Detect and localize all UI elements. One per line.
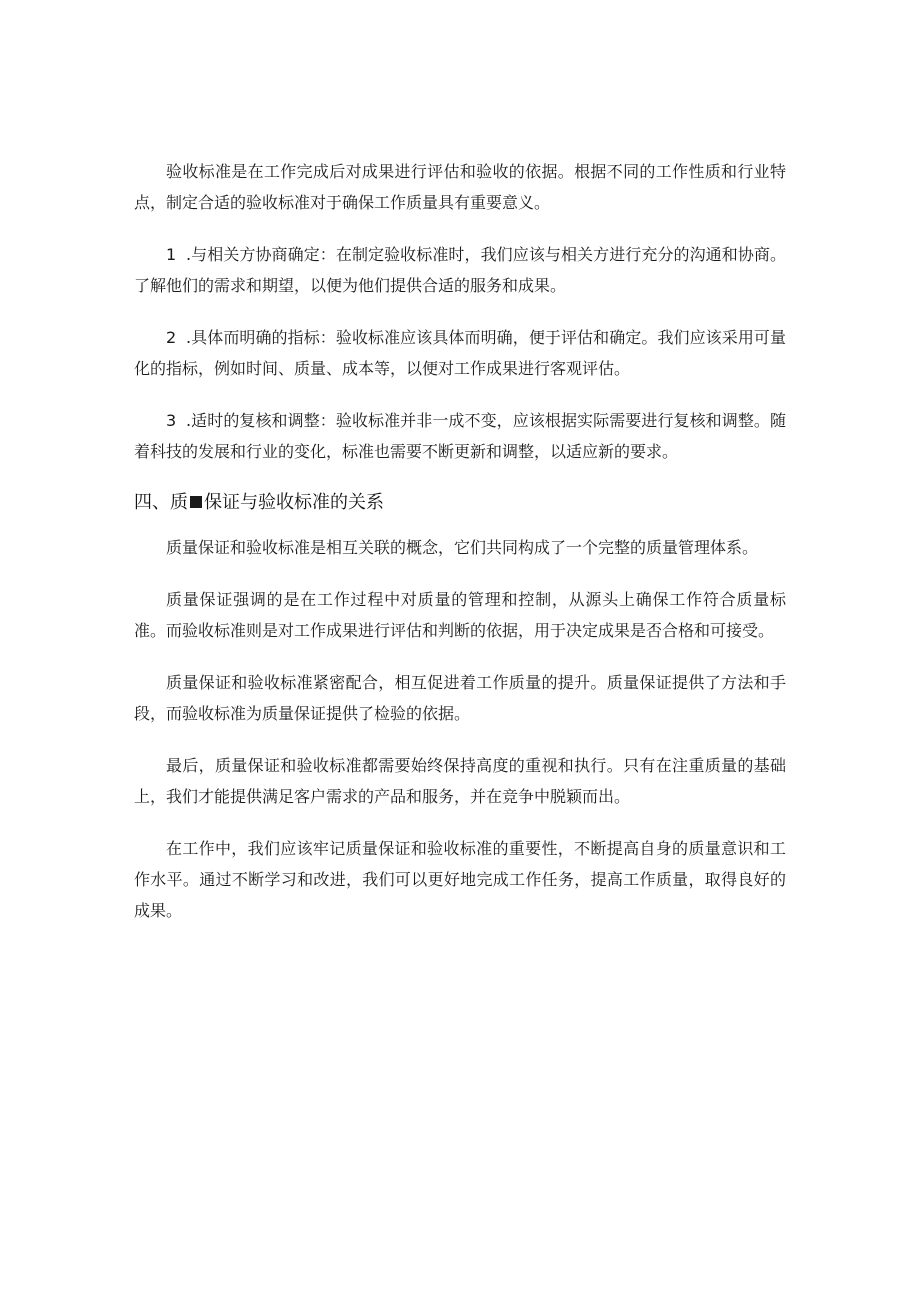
list-item-1 [134,239,786,301]
body-paragraph-2: 质量保证强调的是在工作过程中对质量的管理和控制，从源头上确保工作符合质量标准。而验收标准则是对工作成果进行评估和判断的依据，用于决定成果是否合格和可接受。 [134,590,786,640]
body-paragraph-3: 质量保证和验收标准紧密配合，相互促进着工作质量的提升。质量保证提供了方法和手段，而验收标准为质量保证提供了检验的依据。 [134,673,786,723]
body-paragraph-5: 在工作中，我们应该牢记质量保证和验收标准的重要性，不断提高自身的质量意识和工作水平。通过不断学习和改进，我们可以更好地完成工作任务，提高工作质量，取得良好的成果。 [134,839,786,920]
body-paragraph-1: 质量保证和验收标准是相互关联的概念，它们共同构成了一个完整的质量管理体系。 [166,538,759,557]
body-paragraph-4: 最后，质量保证和验收标准都需要始终保持高度的重视和执行。只有在注重质量的基础上，我们才能提供满足客户需求的产品和服务，并在竞争中脱颖而出。 [134,756,786,806]
list-number: 2 [166,328,177,347]
document-body [134,156,786,947]
list-item-2 [134,322,786,384]
list-number: 1 [166,245,177,264]
heading-prefix: 四、质 [134,492,188,513]
list-item-3 [134,405,786,467]
intro-paragraph: 验收标准是在工作完成后对成果进行评估和验收的依据。根据不同的工作性质和行业特点，制定合适的验收标准对于确保工作质量具有重要意义。 [134,162,786,212]
heading-suffix: 保证与验收标准的关系 [204,492,384,513]
list-number: 3 [166,411,177,430]
list-text: .具体而明确的指标：验收标准应该具体而明确，便于评估和确定。我们应该采用可量化的指标，例如时间、质量、成本等，以便对工作成果进行客观评估。 [134,328,786,378]
missing-glyph-box [190,496,202,508]
list-text: .与相关方协商确定：在制定验收标准时，我们应该与相关方进行充分的沟通和协商。了解他们的需求和期望，以便为他们提供合适的服务和成果。 [134,245,786,295]
section-heading [134,488,786,518]
list-text: .适时的复核和调整：验收标准并非一成不变，应该根据实际需要进行复核和调整。随着科技的发展和行业的变化，标准也需要不断更新和调整，以适应新的要求。 [134,411,786,461]
